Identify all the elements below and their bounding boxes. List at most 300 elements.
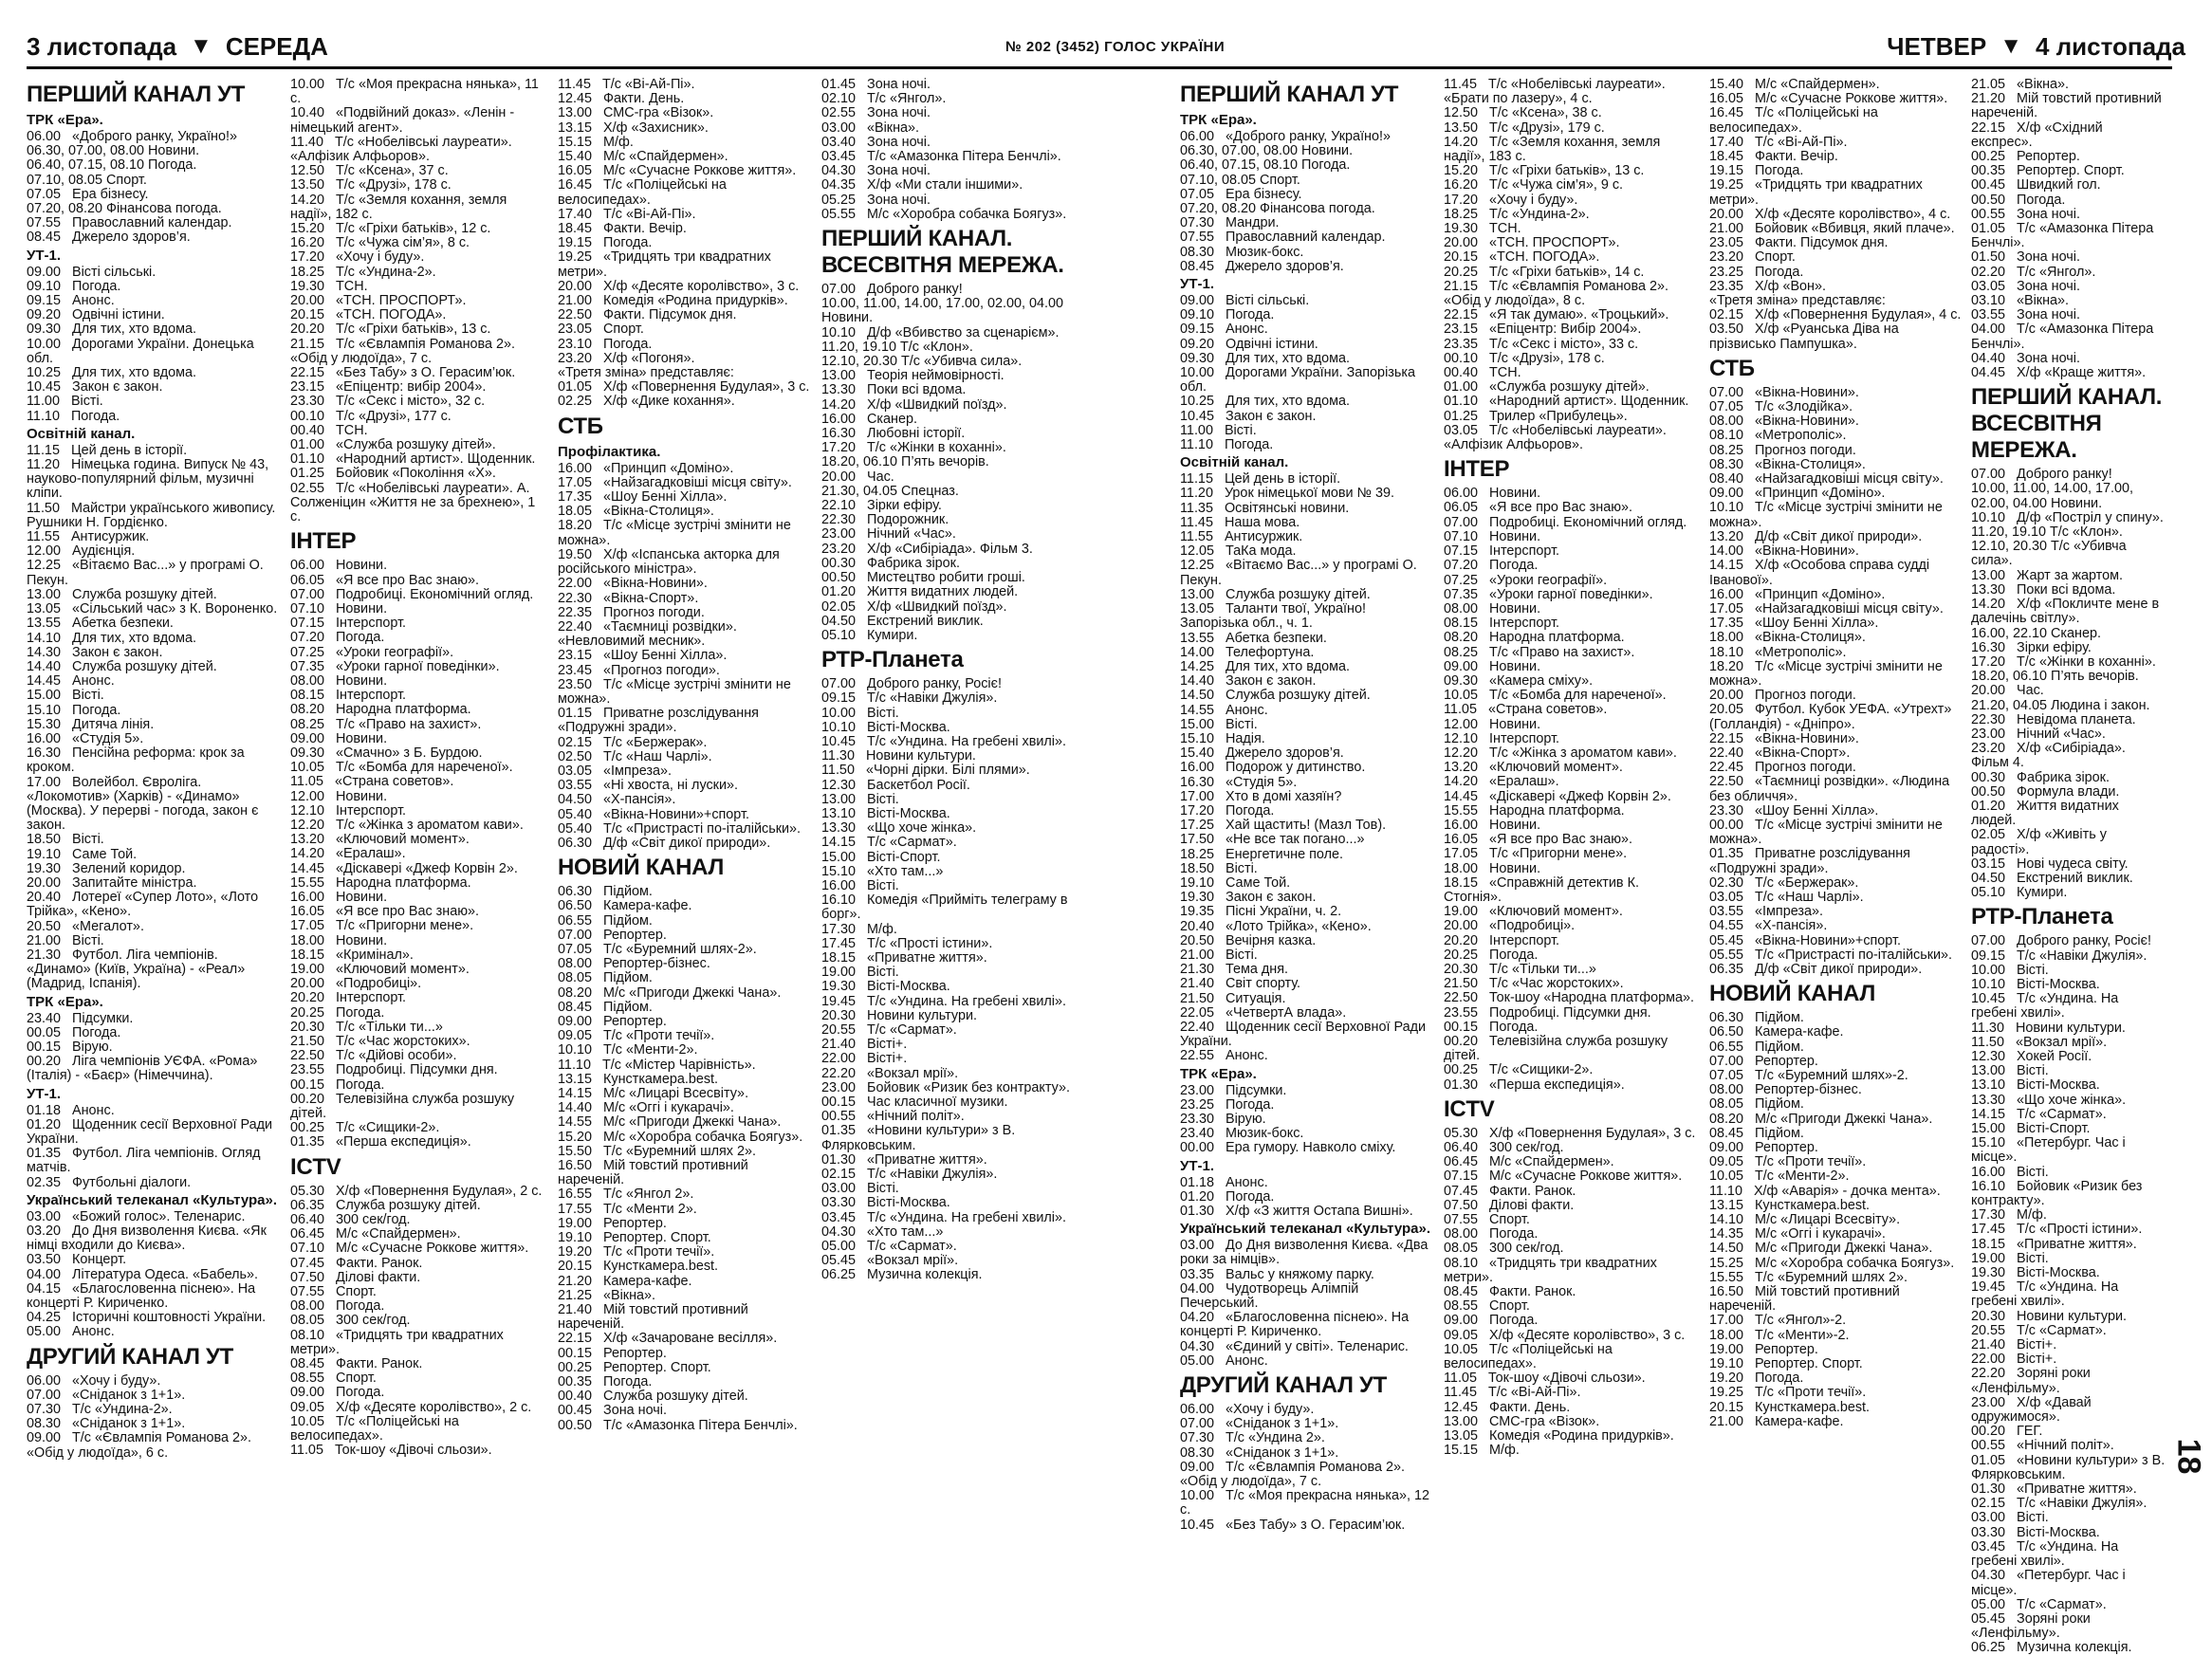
schedule-entry: 13.15 Х/ф «Захисник».: [558, 120, 709, 136]
schedule-entry: 13.00 Жарт за жартом.: [1971, 567, 2123, 583]
schedule-entry: 15.40 Джерело здоров’я.: [1180, 745, 1344, 762]
schedule-entry: 10.45 Закон є закон.: [27, 379, 163, 396]
schedule-entry: 13.30 Поки всі вдома.: [821, 382, 967, 398]
schedule-entry: 02.35 Футбольні діалоги.: [27, 1174, 192, 1190]
schedule-entry: 00.15 Вірую.: [27, 1039, 113, 1055]
schedule-entry: 22.30 Невідома планета.: [1971, 711, 2136, 727]
schedule-entry: 11.20, 19.10 Т/с «Клон».: [1971, 524, 2123, 541]
schedule-entry: 23.40 Підсумки.: [27, 1010, 134, 1026]
schedule-entry: 18.00 Новини.: [1444, 860, 1541, 876]
schedule-entry: 00.05 Погода.: [27, 1024, 121, 1040]
schedule-entry: 07.10 Новини.: [1444, 528, 1541, 544]
schedule-entry: 10.10 Т/с «Менти-2».: [558, 1042, 698, 1058]
schedule-entry: 22.15 «Я так думаю». «Троцький».: [1444, 307, 1669, 323]
schedule-entry: 10.10 Вісті-Москва.: [1971, 976, 2100, 992]
schedule-entry: 11.05 Ток-шоу «Дівочі сльози».: [1444, 1371, 1646, 1387]
schedule-entry: 08.20 Народна платформа.: [290, 702, 471, 718]
schedule-entry: 13.20 «Ключовий момент».: [290, 832, 470, 848]
schedule-entry: 20.40 Лотереї «Супер Лото», «Лото Трійка», «Кено».: [27, 890, 263, 920]
schedule-entry: 19.25 Т/с «Проти течії».: [1709, 1385, 1867, 1401]
schedule-entry: 16.10 Комедія «Прийміть телеграму в борг».: [821, 892, 1072, 923]
schedule-entry: 09.00 Репортер.: [1709, 1140, 1818, 1156]
schedule-entry: 07.10, 08.05 Спорт.: [27, 172, 147, 188]
channel-subheading: ТРК «Ера».: [27, 993, 103, 1010]
schedule-entry: 22.35 Прогноз погоди.: [558, 604, 705, 620]
schedule-entry: 10.05 Т/с «Бомба для нареченої».: [1444, 688, 1667, 704]
schedule-entry: 19.30 Зелений коридор.: [27, 860, 186, 876]
schedule-entry: 04.50 Екстрений виклик.: [821, 613, 984, 629]
schedule-entry: 19.15 Погода.: [558, 235, 653, 251]
schedule-entry: 00.15 Погода.: [1444, 1019, 1539, 1035]
schedule-entry: 12.00 Новини.: [1444, 716, 1541, 732]
schedule-entry: 17.50 «Не все так погано...»: [1180, 832, 1365, 848]
schedule-entry: 00.30 Фабрика зірок.: [821, 555, 960, 571]
schedule-entry: 14.40 М/с «Оггі і кукарачі».: [558, 1100, 734, 1116]
schedule-entry: 23.30 Вірую.: [1180, 1112, 1266, 1127]
schedule-entry: 20.15 Кунсткамера.best.: [1709, 1399, 1871, 1415]
schedule-entry: 23.15 «Епіцентр: вибір 2004».: [290, 379, 487, 396]
schedule-entry: 15.40 М/с «Спайдермен».: [1709, 77, 1880, 92]
schedule-entry: 17.25 Хай щастить! (Мазл Тов).: [1180, 818, 1387, 834]
schedule-entry: 15.00 Вісті.: [1180, 716, 1258, 732]
schedule-entry: 20.00 «ТСН. ПРОСПОРТ».: [290, 293, 467, 309]
schedule-entry: 03.00 Вісті.: [821, 1181, 899, 1197]
schedule-entry: 07.00 «Сніданок з 1+1».: [1180, 1416, 1339, 1432]
schedule-entry: 04.50 Екстрений виклик.: [1971, 870, 2133, 886]
schedule-entry: 03.05 Зона ночі.: [1971, 278, 2080, 294]
schedule-entry: 07.00 Доброго ранку!: [821, 282, 963, 298]
schedule-entry: 23.30 Т/с «Секс і місто», 32 с.: [290, 394, 486, 410]
schedule-entry: 16.30 Зірки ефіру.: [1971, 639, 2092, 655]
schedule-entry: 01.30 Х/ф «З життя Остапа Вишні».: [1180, 1204, 1413, 1220]
schedule-entry: 05.10 Кумири.: [821, 627, 918, 643]
schedule-entry: 08.00 Погода.: [290, 1298, 385, 1315]
schedule-entry: 16.20 Т/с «Чужа сім’я», 9 с.: [1444, 177, 1624, 193]
schedule-entry: 20.00 «Подробиці».: [1444, 918, 1576, 934]
schedule-entry: 21.20, 04.05 Людина і закон.: [1971, 697, 2150, 713]
schedule-entry: 01.35 Футбол. Ліга чемпіонів. Огляд матчів.: [27, 1146, 265, 1176]
schedule-entry: 11.05 «Страна советов».: [1444, 702, 1608, 718]
schedule-entry: 22.45 Прогноз погоди.: [1709, 760, 1856, 776]
schedule-entry: 21.40 Світ спорту.: [1180, 976, 1301, 992]
channel-subheading: ТРК «Ера».: [27, 112, 103, 128]
schedule-entry: 08.00 Новини.: [290, 672, 388, 689]
schedule-entry: 19.00 Репортер.: [1709, 1341, 1818, 1357]
schedule-entry: 01.25 Бойовик «Покоління «Х».: [290, 466, 496, 482]
schedule-entry: 08.15 Інтерспорт.: [1444, 616, 1560, 632]
schedule-entry: 00.50 Т/с «Амазонка Пітера Бенчлі».: [558, 1417, 798, 1433]
schedule-entry: 03.45 Т/с «Ундина. На гребені хвилі».: [1971, 1538, 2123, 1570]
schedule-entry: 10.00 Дорогами України. Донецька обл.: [27, 336, 258, 366]
schedule-entry: 14.20 Т/с «Земля кохання, земля надії», 183 с.: [1444, 134, 1665, 165]
schedule-entry: 04.40 Зона ночі.: [1971, 350, 2080, 366]
schedule-entry: 11.45 Наша мова.: [1180, 514, 1300, 530]
schedule-entry: 16.30 «Студія 5».: [1180, 774, 1298, 790]
schedule-entry: 20.20 Інтерспорт.: [1444, 932, 1560, 948]
schedule-entry: 19.30 Закон є закон.: [1180, 890, 1317, 906]
schedule-entry: 14.55 М/с «Пригоди Джеккі Чана».: [558, 1114, 782, 1131]
schedule-entry: 15.20 М/с «Хоробра собачка Боягуз».: [558, 1129, 803, 1145]
schedule-entry: 14.45 «Діскавері «Джеф Корвін 2».: [1444, 788, 1671, 804]
schedule-entry: 20.25 Погода.: [1444, 947, 1539, 963]
schedule-entry: 23.00 Підсумки.: [1180, 1082, 1287, 1098]
schedule-column: [1180, 78, 1434, 1533]
schedule-entry: «Третя зміна» представляє:: [558, 365, 734, 381]
schedule-entry: 10.00 Вісті.: [1971, 962, 2049, 978]
header-right: [1887, 30, 2185, 63]
channel-subheading: УТ-1.: [27, 1085, 61, 1102]
schedule-entry: 14.15 Т/с «Сармат».: [821, 835, 957, 851]
schedule-entry: 21.00 Камера-кафе.: [1709, 1413, 1844, 1429]
schedule-entry: 07.50 Ділові факти.: [290, 1269, 421, 1285]
schedule-entry: 09.00 Новини.: [1444, 658, 1541, 674]
schedule-entry: 10.05 Т/с «Менти-2».: [1709, 1168, 1850, 1185]
schedule-entry: 09.05 Х/ф «Десяте королівство», 3 с.: [1444, 1327, 1686, 1343]
schedule-entry: 16.45 Т/с «Поліцейські на велосипедах».: [1709, 105, 1882, 136]
schedule-entry: 00.45 Швидкий гол.: [1971, 177, 2101, 193]
schedule-entry: 04.30 Зона ночі.: [821, 163, 931, 179]
schedule-entry: 10.45 Т/с «Ундина. На гребені хвилі».: [1971, 991, 2123, 1021]
channel-heading: ІНТЕР: [1444, 456, 1510, 483]
schedule-entry: 13.55 Абетка безпеки.: [27, 616, 174, 632]
schedule-entry: 08.30 «Сніданок з 1+1».: [1180, 1444, 1339, 1461]
schedule-entry: 00.40 ТСН.: [1444, 365, 1521, 381]
schedule-entry: 15.00 Вісті.: [27, 688, 104, 704]
schedule-entry: 00.20 Ліга чемпіонів УЄФА. «Рома» (Італія) - «Баєр» (Німеччина).: [27, 1054, 262, 1084]
schedule-entry: 07.00 Репортер.: [1709, 1053, 1818, 1069]
schedule-entry: 17.40 Т/с «Ві-Ай-Пі».: [1709, 134, 1848, 150]
schedule-entry: 02.30 Т/с «Бержерак».: [1709, 874, 1859, 891]
schedule-entry: 21.40 Вісті+.: [821, 1037, 908, 1053]
schedule-entry: 05.45 Зоряні роки «Ленфільму».: [1971, 1610, 2094, 1642]
schedule-entry: 12.25 «Вітаємо Вас...» у програмі О. Пекун.: [27, 558, 267, 588]
schedule-entry: 17.45 Т/с «Прості істини».: [1971, 1222, 2143, 1238]
schedule-entry: 03.45 Т/с «Ундина. На гребені хвилі».: [821, 1209, 1067, 1225]
schedule-entry: 03.40 Зона ночі.: [821, 134, 931, 150]
schedule-entry: 14.10 Для тих, хто вдома.: [27, 630, 197, 646]
schedule-entry: 14.15 М/с «Лицарі Всесвіту».: [558, 1086, 749, 1101]
schedule-entry: 19.45 Т/с «Ундина. На гребені хвилі».: [821, 993, 1067, 1009]
schedule-entry: 10.05 Т/с «Поліцейські на велосипедах».: [290, 1413, 463, 1444]
schedule-entry: 10.10 Д/ф «Вбивство за сценарієм».: [821, 324, 1060, 340]
schedule-entry: 11.30 Новини культури.: [1971, 1020, 2126, 1036]
schedule-entry: 03.55 «Ні хвоста, ні луски».: [558, 778, 739, 794]
schedule-entry: 16.30 Пенсійна реформа: крок за кроком.: [27, 745, 249, 776]
schedule-entry: 11.50 «Чорні дірки. Білі плями».: [821, 763, 1030, 779]
schedule-entry: 00.25 Т/с «Сищики-2».: [1444, 1062, 1594, 1078]
schedule-entry: 23.05 Спорт.: [558, 322, 644, 338]
schedule-entry: 11.45 Т/с «Нобелівські лауреати». «Брати по лазеру», 4 с.: [1444, 77, 1669, 107]
schedule-entry: 23.55 Подробиці. Підсумки дня.: [290, 1062, 498, 1078]
schedule-entry: 13.00 Служба розшуку дітей.: [1180, 586, 1371, 602]
schedule-entry: 18.15 «Кримінал».: [290, 947, 414, 963]
schedule-column: [1709, 78, 1963, 1477]
schedule-entry: 16.00, 22.10 Сканер.: [1971, 625, 2101, 641]
schedule-entry: 22.10 Зірки ефіру.: [821, 498, 942, 514]
schedule-entry: 08.00 «Вікна-Новини».: [1709, 414, 1859, 430]
schedule-entry: 05.40 Т/с «Пристрасті по-італійськи».: [558, 820, 802, 837]
channel-heading: НОВИЙ КАНАЛ: [558, 855, 724, 881]
schedule-entry: 12.00 Новини.: [290, 788, 388, 804]
schedule-entry: 22.00 Вісті+.: [821, 1051, 908, 1067]
schedule-entry: 17.00 Т/с «Янгол»-2.: [1709, 1313, 1847, 1329]
schedule-entry: 05.25 Зона ночі.: [821, 192, 931, 208]
schedule-entry: 06.30 Підйом.: [1709, 1010, 1804, 1026]
schedule-entry: 01.35 «Перша експедиція».: [290, 1134, 471, 1150]
schedule-entry: 17.30 М/ф.: [821, 921, 897, 937]
schedule-entry: 05.00 Т/с «Сармат».: [821, 1239, 957, 1255]
schedule-entry: 22.15 Х/ф «Східний експрес».: [1971, 120, 2107, 150]
schedule-entry: 06.55 Підйом.: [558, 912, 653, 929]
schedule-entry: 03.20 До Дня визволення Києва. «Як німці входили до Києва».: [27, 1224, 270, 1254]
schedule-entry: 13.20 «Ключовий момент».: [1444, 760, 1623, 776]
schedule-entry: 11.35 Освітянські новини.: [1180, 500, 1350, 516]
schedule-entry: 07.10 Новини.: [290, 600, 388, 616]
schedule-entry: 11.55 Антисуржик.: [27, 529, 150, 545]
schedule-entry: 05.45 «Вікна-Новини»+спорт.: [1709, 932, 1901, 948]
schedule-entry: 03.30 Вісті-Москва.: [1971, 1524, 2100, 1540]
schedule-entry: 12.10 Інтерспорт.: [290, 802, 407, 819]
schedule-entry: 08.20 Народна платформа.: [1444, 630, 1625, 646]
schedule-entry: 16.30 Любовні історії.: [821, 426, 966, 442]
schedule-entry: 11.45 Т/с «Ві-Ай-Пі».: [1444, 1385, 1581, 1401]
schedule-entry: 07.20, 08.20 Фінансова погода.: [27, 201, 222, 217]
schedule-entry: 21.30 Тема дня.: [1180, 962, 1289, 978]
schedule-entry: 07.30 Т/с «Ундина 2».: [1180, 1430, 1325, 1446]
schedule-entry: 12.30 Хокей Росії.: [1971, 1048, 2092, 1064]
schedule-entry: 15.10 Погода.: [27, 702, 121, 718]
channel-subheading: Освітній канал.: [1180, 454, 1289, 471]
channel-subheading: УТ-1.: [27, 247, 61, 264]
schedule-entry: 01.00 «Служба розшуку дітей».: [1444, 379, 1650, 396]
schedule-entry: 00.20 ГЕГ.: [1971, 1424, 2043, 1440]
schedule-entry: 13.05 «Сільський час» з К. Вороненко.: [27, 601, 278, 617]
schedule-entry: 01.10 «Народний артист». Щоденник.: [290, 451, 536, 468]
schedule-entry: 01.05 Т/с «Амазонка Пітера Бенчлі».: [1971, 221, 2158, 251]
schedule-entry: 09.15 Т/с «Навіки Джулія».: [821, 690, 998, 707]
schedule-entry: 01.00 «Служба розшуку дітей».: [290, 437, 496, 453]
schedule-entry: 22.50 «Таємниці розвідки». «Людина без обличчя».: [1709, 774, 1954, 804]
schedule-entry: 10.00 Т/с «Моя прекрасна нянька», 12 с.: [1180, 1488, 1433, 1518]
schedule-entry: 12.20 Т/с «Жінка з ароматом кави».: [1444, 745, 1677, 761]
schedule-entry: 05.40 «Вікна-Новини»+спорт.: [558, 806, 749, 822]
schedule-entry: 07.55 Православний календар.: [27, 215, 232, 231]
schedule-entry: 11.05 «Страна советов».: [290, 774, 454, 790]
schedule-entry: 01.50 Зона ночі.: [1971, 249, 2080, 266]
schedule-entry: 17.20 Погода.: [1180, 802, 1275, 819]
schedule-entry: 20.00 Х/ф «Десяте королівство», 4 с.: [1709, 206, 1951, 222]
schedule-entry: 11.15 Цей день в історії.: [27, 442, 188, 458]
schedule-entry: 09.15 Анонс.: [27, 293, 115, 309]
schedule-entry: 14.50 М/с «Пригоди Джеккі Чана».: [1709, 1241, 1933, 1257]
schedule-entry: 12.25 «Вітаємо Вас...» у програмі О. Пекун.: [1180, 558, 1421, 588]
schedule-entry: 01.20 Щоденник сесії Верховної Ради України.: [27, 1116, 277, 1147]
schedule-entry: 18.00 «Вікна-Столиця».: [1709, 630, 1866, 646]
schedule-entry: 08.25 Т/с «Право на захист».: [1444, 644, 1635, 660]
schedule-entry: 07.15 Інтерспорт.: [1444, 543, 1560, 560]
channel-heading: ІНТЕР: [290, 528, 357, 555]
schedule-entry: 01.30 «Приватне життя».: [1971, 1481, 2137, 1498]
schedule-entry: 21.50 Т/с «Час жорстоких».: [1444, 976, 1624, 992]
schedule-entry: 23.25 Погода.: [1709, 264, 1804, 280]
schedule-entry: 16.00 «Принцип «Доміно».: [558, 460, 734, 476]
schedule-entry: 09.30 Для тих, хто вдома.: [27, 322, 197, 338]
channel-heading: ДРУГИЙ КАНАЛ УТ: [27, 1343, 234, 1370]
schedule-entry: 04.50 «Х-пансія».: [558, 792, 676, 808]
schedule-entry: 06.00 Новини.: [290, 558, 388, 574]
schedule-entry: 23.15 «Епіцентр: Вибір 2004».: [1444, 322, 1642, 338]
schedule-entry: 22.20 Зоряні роки «Ленфільму».: [1971, 1366, 2094, 1396]
schedule-entry: 08.05 Підйом.: [1709, 1096, 1804, 1113]
schedule-entry: 06.00 «Доброго ранку, Україно!»: [1180, 129, 1392, 144]
schedule-entry: 01.35 «Новини культури» з В. Флярковським.: [821, 1123, 1020, 1153]
channel-subheading: Український телеканал «Культура».: [27, 1191, 277, 1208]
schedule-entry: 09.00 Т/с «Євлампія Романова 2». «Обід у людоїда», 7 с.: [1180, 1459, 1410, 1490]
schedule-entry: 20.00 Час.: [1971, 683, 2044, 699]
schedule-entry: 16.00 «Принцип «Доміно».: [1709, 586, 1886, 602]
schedule-entry: 20.15 Кунсткамера.best.: [558, 1259, 719, 1275]
schedule-entry: 14.45 «Діскавері «Джеф Корвін 2».: [290, 860, 518, 876]
channel-heading: РТР-Планета: [821, 647, 964, 673]
schedule-entry: 05.00 Т/с «Сармат».: [1971, 1596, 2107, 1612]
header-left: [27, 30, 328, 63]
schedule-entry: 17.45 Т/с «Прості істини».: [821, 935, 993, 951]
schedule-entry: 00.35 Погода.: [558, 1374, 653, 1390]
schedule-entry: 13.20 Д/ф «Світ дикої природи».: [1709, 528, 1923, 544]
schedule-entry: 20.15 «ТСН. ПОГОДА».: [1444, 249, 1600, 266]
channel-heading: ПЕРШИЙ КАНАЛ. ВСЕСВІТНЯ МЕРЕЖА.: [821, 226, 1064, 279]
page-number: 18: [2170, 1438, 2207, 1475]
schedule-entry: 08.05 300 сек/год.: [1444, 1241, 1564, 1257]
schedule-entry: 07.55 Спорт.: [1444, 1212, 1530, 1228]
schedule-entry: 21.25 «Вікна».: [558, 1287, 656, 1303]
schedule-entry: 03.00 «Божий голос». Теленарис.: [27, 1208, 246, 1224]
schedule-entry: 03.45 Т/с «Амазонка Пітера Бенчлі».: [821, 149, 1061, 165]
schedule-entry: 04.30 «Петербург. Час і місце».: [1971, 1568, 2129, 1598]
schedule-entry: 22.40 «Таємниці розвідки». «Невловимий месник».: [558, 618, 741, 650]
schedule-entry: 09.00 Погода.: [1444, 1313, 1539, 1329]
schedule-entry: 18.05 «Вікна-Столиця».: [558, 504, 714, 520]
schedule-entry: 13.30 «Що хоче жінка».: [821, 820, 977, 837]
schedule-entry: 03.50 Х/ф «Руанська Діва на прізвисько Пампушка».: [1709, 322, 1903, 352]
schedule-entry: 13.00 СМС-гра «Візок».: [1444, 1413, 1600, 1429]
schedule-entry: 09.20 Одвічні істини.: [1180, 336, 1318, 352]
schedule-entry: 05.55 М/с «Хоробра собачка Боягуз».: [821, 206, 1067, 222]
schedule-entry: 07.10, 08.05 Спорт.: [1180, 172, 1300, 188]
schedule-entry: 01.20 Погода.: [1180, 1188, 1275, 1205]
schedule-entry: 05.55 Т/с «Пристрасті по-італійськи».: [1709, 947, 1953, 963]
schedule-entry: 14.20 «Ералаш».: [1444, 774, 1559, 790]
schedule-entry: 07.30 Мандри.: [1180, 215, 1280, 231]
schedule-entry: 16.55 Т/с «Янгол 2».: [558, 1187, 694, 1203]
schedule-entry: 03.00 «Вікна».: [821, 120, 920, 136]
schedule-entry: 07.45 Факти. Ранок.: [290, 1255, 423, 1271]
schedule-entry: 12.10, 20.30 Т/с «Убивча сила».: [821, 354, 1023, 370]
schedule-entry: 13.00 Вісті.: [821, 791, 899, 807]
schedule-entry: 23.00 Бойовик «Ризик без контракту».: [821, 1079, 1070, 1095]
schedule-entry: 17.20 «Хочу і буду».: [1444, 192, 1578, 208]
schedule-entry: 10.45 «Без Табу» з О. Герасим’юк.: [1180, 1517, 1406, 1533]
schedule-entry: 04.55 «Х-пансія».: [1709, 918, 1828, 934]
schedule-entry: 03.00 До Дня визволення Києва. «Два роки за німців».: [1180, 1238, 1432, 1268]
schedule-entry: 08.20 М/с «Пригоди Джеккі Чана».: [1709, 1111, 1933, 1127]
schedule-entry: 16.05 М/с «Сучасне Роккове життя».: [1709, 91, 1948, 107]
schedule-entry: 10.10 Вісті-Москва.: [821, 719, 950, 735]
schedule-entry: 07.00 Доброго ранку, Росіє!: [821, 676, 1002, 692]
schedule-entry: 09.30 Для тих, хто вдома.: [1180, 350, 1351, 366]
schedule-entry: 01.20 Життя видатних людей.: [1971, 798, 2123, 829]
schedule-entry: 07.20 Погода.: [290, 630, 385, 646]
schedule-entry: 19.35 Пісні України, ч. 2.: [1180, 904, 1342, 920]
schedule-entry: 09.00 Репортер.: [558, 1013, 667, 1029]
schedule-entry: 06.05 «Я все про Вас знаю».: [290, 572, 480, 588]
schedule-entry: 00.25 Т/с «Сищики-2».: [290, 1120, 440, 1136]
schedule-entry: 07.20, 08.20 Фінансова погода.: [1180, 201, 1375, 217]
channel-subheading: УТ-1.: [1180, 1157, 1214, 1174]
schedule-entry: 11.05 Ток-шоу «Дівочі сльози».: [290, 1443, 492, 1459]
schedule-entry: 14.50 Служба розшуку дітей.: [1180, 688, 1371, 704]
schedule-entry: 15.25 М/с «Хоробра собачка Боягуз».: [1709, 1255, 1955, 1271]
schedule-entry: 13.05 Комедія «Родина придурків».: [1444, 1428, 1674, 1444]
schedule-entry: 14.10 М/с «Лицарі Всесвіту».: [1709, 1212, 1901, 1228]
schedule-entry: 20.00 Час.: [821, 469, 894, 485]
schedule-entry: 08.55 Спорт.: [290, 1371, 377, 1387]
schedule-entry: 17.00 Хто в домі хазяїн?: [1180, 788, 1342, 804]
schedule-entry: 06.35 Д/ф «Світ дикої природи».: [1709, 961, 1923, 977]
schedule-entry: 16.00 «Студія 5».: [27, 730, 144, 746]
schedule-entry: 06.45 М/с «Спайдермен».: [1444, 1154, 1614, 1170]
schedule-entry: 08.55 Спорт.: [1444, 1298, 1530, 1315]
schedule-entry: 14.20 Х/ф «Швидкий поїзд».: [821, 396, 1007, 413]
schedule-entry: 10.00 Вісті.: [821, 705, 899, 721]
schedule-entry: 19.50 Х/ф «Іспанська акторка для російського міністра».: [558, 546, 783, 578]
schedule-entry: 17.40 Т/с «Ві-Ай-Пі».: [558, 206, 696, 222]
schedule-entry: 08.00 Репортер-бізнес.: [1709, 1082, 1862, 1098]
schedule-entry: 23.20 Х/ф «Погоня».: [558, 350, 695, 366]
schedule-entry: 11.30 Новини культури.: [821, 748, 976, 764]
schedule-entry: 14.55 Анонс.: [1180, 702, 1268, 718]
schedule-entry: 14.00 Телефортуна.: [1180, 644, 1315, 660]
schedule-entry: 10.00, 11.00, 14.00, 17.00, 02.00, 04.00 Новини.: [821, 296, 1067, 326]
schedule-entry: 11.00 Вісті.: [1180, 422, 1257, 438]
schedule-entry: 20.20 Т/с «Гріхи батьків», 13 с.: [290, 322, 491, 338]
schedule-entry: 09.15 Анонс.: [1180, 322, 1268, 338]
schedule-entry: 00.15 Час класичної музики.: [821, 1095, 1008, 1110]
schedule-entry: 17.00 Волейбол. Євроліга. «Локомотив» (Харків) - «Динамо» (Москва). У перерві - погода, закон є закон.: [27, 774, 263, 834]
schedule-entry: 03.15 Нові чудеса світу.: [1971, 856, 2129, 872]
schedule-entry: 20.30 Т/с «Тільки ти...»: [290, 1019, 443, 1035]
schedule-entry: 13.00 Теорія неймовірності.: [821, 368, 1005, 384]
channel-heading: РТР-Планета: [1971, 904, 2113, 930]
schedule-entry: 09.00 Новини.: [290, 730, 388, 746]
schedule-column: [290, 78, 548, 1477]
schedule-entry: 18.45 Факти. Вечір.: [1709, 149, 1838, 165]
schedule-entry: 08.10 «Тридцять три квадратних метри».: [1444, 1255, 1661, 1285]
schedule-entry: 01.30 «Приватне життя».: [821, 1151, 987, 1168]
schedule-entry: 13.05 Таланти твої, Україно! Запорізька обл., ч. 1.: [1180, 601, 1370, 632]
schedule-entry: 06.40 300 сек/год.: [1444, 1140, 1564, 1156]
schedule-entry: 20.50 Вечірня казка.: [1180, 932, 1317, 948]
schedule-entry: 07.05 Ера бізнесу.: [27, 186, 149, 202]
schedule-entry: 22.15 «Без Табу» з О. Герасим’юк.: [290, 365, 516, 381]
schedule-entry: 15.10 Надія.: [1180, 730, 1265, 746]
channel-heading: ПЕРШИЙ КАНАЛ УТ: [1180, 82, 1399, 107]
channel-subheading: ТРК «Ера».: [1180, 1065, 1257, 1082]
schedule-entry: 00.50 Погода.: [1971, 192, 2066, 208]
schedule-entry: 00.55 «Нічний політ».: [821, 1109, 965, 1125]
schedule-entry: 16.00 Сканер.: [821, 411, 917, 427]
channel-heading: ПЕРШИЙ КАНАЛ УТ: [27, 82, 246, 107]
